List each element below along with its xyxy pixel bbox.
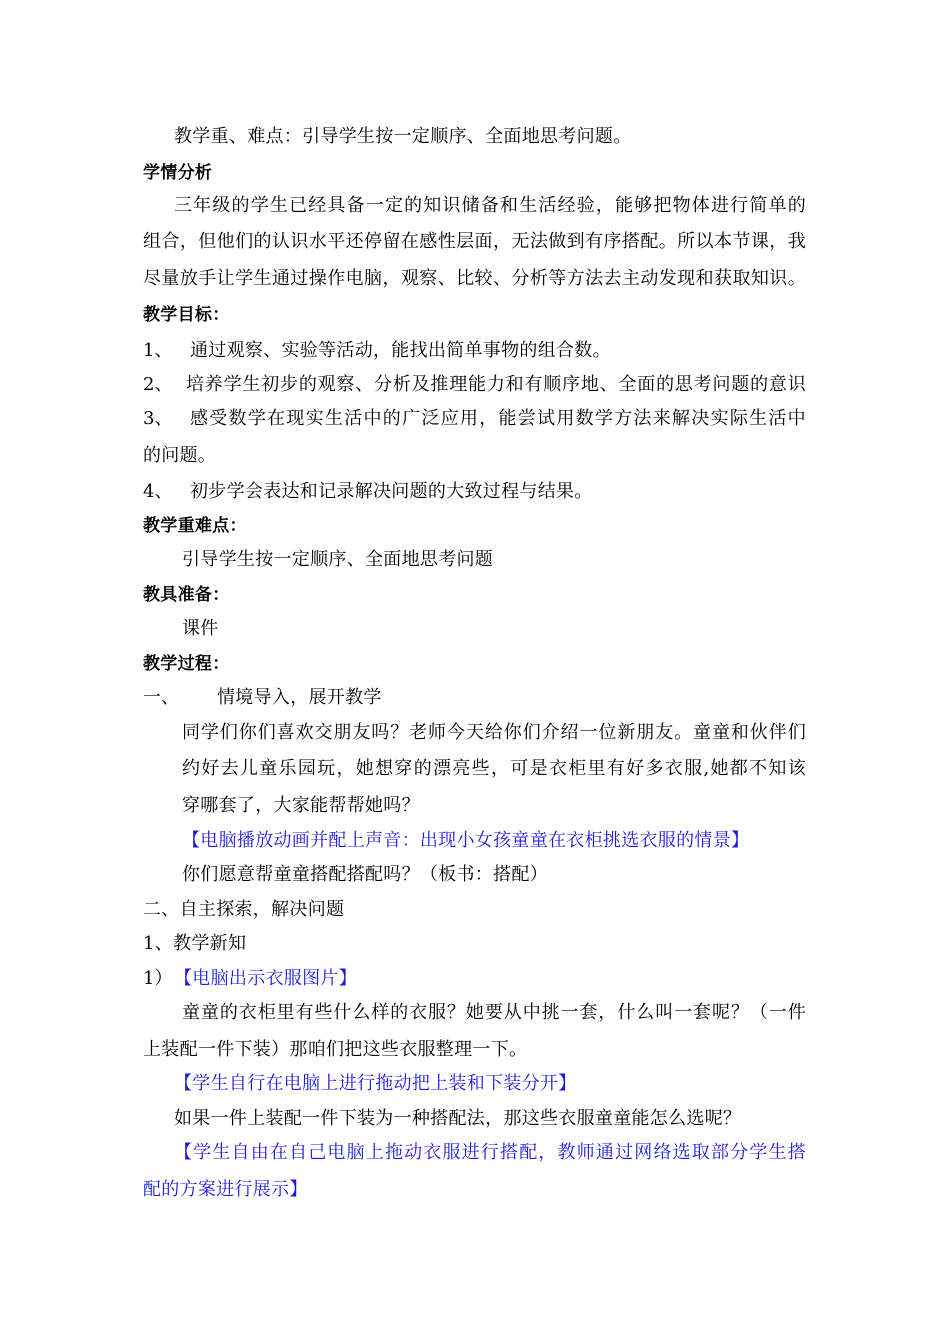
key-points-line: 教学重、难点：引导学生按一定顺序、全面地思考问题。	[174, 126, 632, 147]
analysis-heading: 学情分析	[143, 163, 213, 183]
subsection-1-item-number: 1）	[143, 968, 173, 989]
subsection-1-item-note: 【电脑出示衣服图片】	[174, 968, 357, 989]
tools-text: 课件	[182, 618, 219, 639]
section-1-number: 一、	[143, 687, 179, 708]
section-1-question: 你们愿意帮童童搭配搭配吗？（板书：搭配）	[182, 864, 548, 885]
section-2-teacher-note-2-line-1: 【学生自由在自己电脑上拖动衣服进行搭配，教师通过网络选取部分学生搭	[174, 1142, 806, 1163]
difficulty-heading: 教学重难点：	[143, 516, 247, 536]
goal-text-1: 通过观察、实验等活动，能找出简单事物的组合数。	[190, 340, 611, 361]
goal-number-4: 4、	[143, 481, 173, 502]
section-2-question: 如果一件上装配一件下装为一种搭配法，那这些衣服童童能怎么选呢？	[174, 1108, 742, 1129]
section-1-paragraph-line-3: 穿哪套了，大家能帮帮她吗？	[182, 795, 420, 816]
section-2-teacher-note-1: 【学生自行在电脑上进行拖动把上装和下装分开】	[174, 1073, 577, 1094]
difficulty-text: 引导学生按一定顺序、全面地思考问题	[182, 549, 494, 570]
goal-text-4: 初步学会表达和记录解决问题的大致过程与结果。	[190, 481, 593, 502]
analysis-paragraph-line-2: 组合，但他们的认识水平还停留在感性层面，无法做到有序搭配。所以本节课，我	[143, 231, 806, 252]
section-1-paragraph-line-1: 同学们你们喜欢交朋友吗？老师今天给你们介绍一位新朋友。童童和伙伴们	[182, 722, 806, 743]
goals-heading: 教学目标：	[143, 305, 230, 325]
section-2-teacher-note-2-line-2: 配的方案进行展示】	[143, 1179, 308, 1200]
goal-number-3: 3、	[143, 408, 173, 429]
tools-heading: 教具准备：	[143, 585, 230, 605]
section-2-title: 二、自主探索，解决问题	[143, 899, 345, 920]
goal-text-3: 感受数学在现实生活中的广泛应用，能尝试用数学方法来解决实际生活中	[190, 408, 806, 429]
goal-number-2: 2、	[143, 374, 173, 395]
process-heading: 教学过程：	[143, 654, 230, 674]
section-1-teacher-note: 【电脑播放动画并配上声音：出现小女孩童童在衣柜挑选衣服的情景】	[182, 830, 750, 851]
goal-text-2: 培养学生初步的观察、分析及推理能力和有顺序地、全面的思考问题的意识	[186, 374, 806, 395]
section-1-paragraph-line-2: 约好去儿童乐园玩，她想穿的漂亮些，可是衣柜里有好多衣服,她都不知该	[182, 758, 806, 779]
section-1-title: 情境导入，展开教学	[217, 687, 382, 708]
section-2-paragraph-line-2: 上装配一件下装）那咱们把这些衣服整理一下。	[143, 1039, 528, 1060]
subsection-1-title: 1、教学新知	[143, 933, 247, 954]
analysis-paragraph-line-3: 尽量放手让学生通过操作电脑，观察、比较、分析等方法去主动发现和获取知识。	[143, 268, 806, 289]
analysis-paragraph-line-1: 三年级的学生已经具备一定的知识储备和生活经验，能够把物体进行简单的	[174, 195, 806, 216]
goal-number-1: 1、	[143, 340, 173, 361]
section-2-paragraph-line-1: 童童的衣柜里有些什么样的衣服？她要从中挑一套，什么叫一套呢？（一件	[182, 1002, 806, 1023]
goal-text-3-continued: 的问题。	[143, 445, 217, 466]
